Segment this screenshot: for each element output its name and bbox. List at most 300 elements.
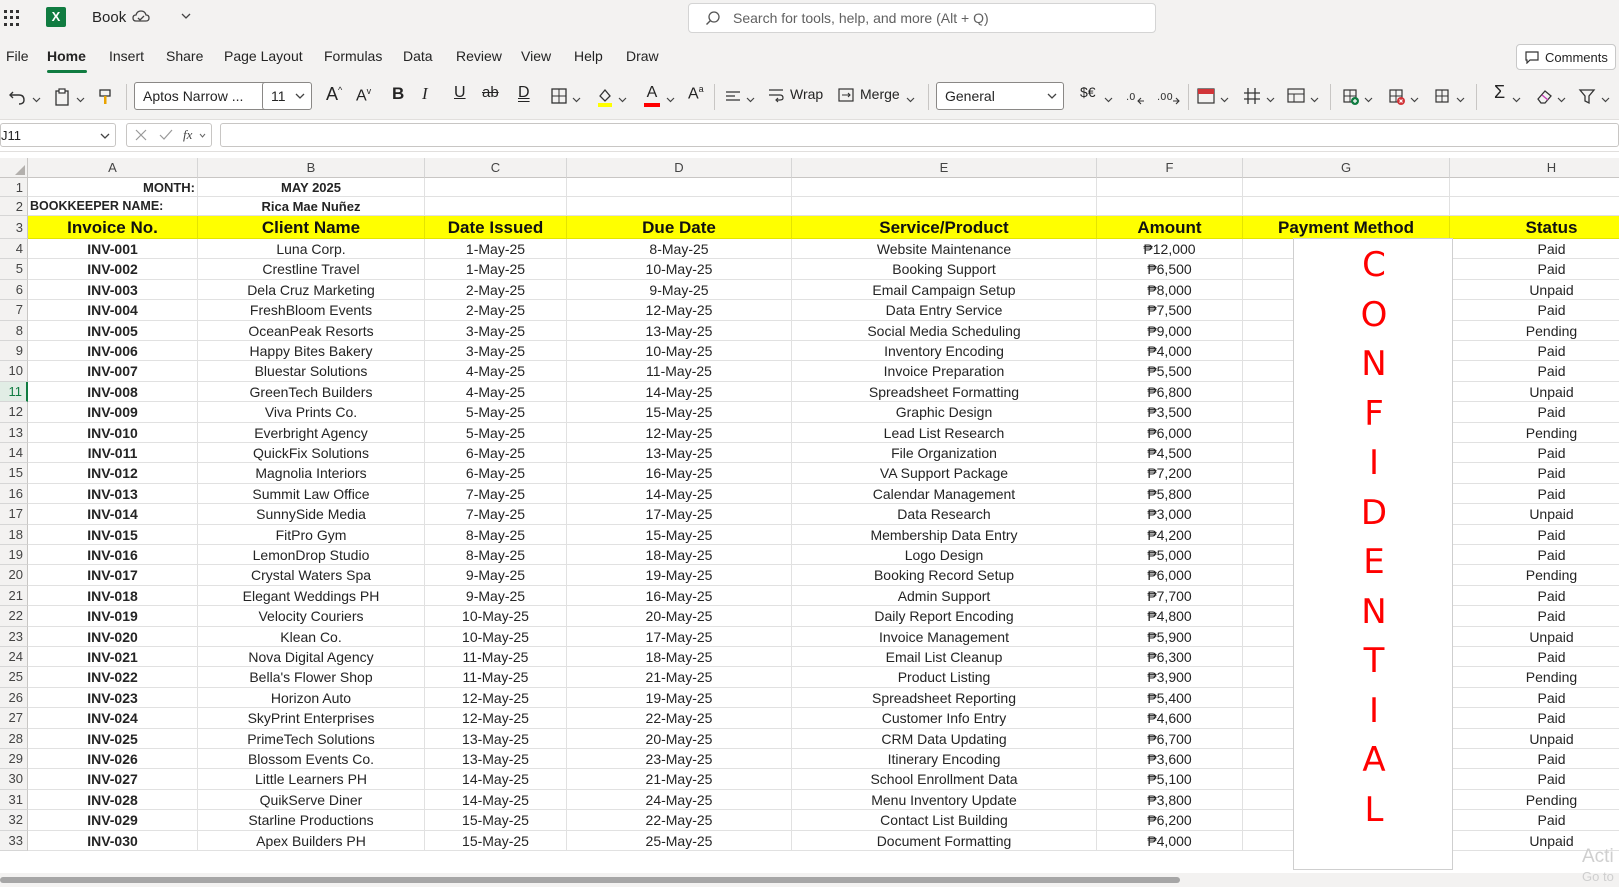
due-date-cell[interactable]: 12-May-25 <box>567 300 792 320</box>
date-issued-cell[interactable]: 8-May-25 <box>425 525 567 545</box>
status-cell[interactable]: Pending <box>1450 321 1619 341</box>
row-header-28[interactable]: 28 <box>0 729 28 749</box>
due-date-cell[interactable]: 21-May-25 <box>567 667 792 687</box>
invoice-number-cell[interactable]: INV-007 <box>28 361 198 381</box>
status-cell[interactable]: Paid <box>1450 239 1619 259</box>
due-date-cell[interactable]: 13-May-25 <box>567 321 792 341</box>
excel-logo-icon[interactable]: X <box>46 7 66 27</box>
row-header-14[interactable]: 14 <box>0 443 28 463</box>
date-issued-cell[interactable]: 5-May-25 <box>425 402 567 422</box>
client-name-cell[interactable]: Magnolia Interiors <box>198 463 425 483</box>
status-cell[interactable]: Unpaid <box>1450 280 1619 300</box>
chevron-down-icon[interactable] <box>1266 95 1275 104</box>
chevron-down-icon[interactable] <box>1104 95 1113 104</box>
status-cell[interactable]: Paid <box>1450 341 1619 361</box>
column-header-c[interactable]: C <box>425 158 567 178</box>
due-date-cell[interactable]: 18-May-25 <box>567 545 792 565</box>
row-header-21[interactable]: 21 <box>0 586 28 606</box>
service-cell[interactable]: Spreadsheet Formatting <box>792 382 1097 402</box>
row-header-15[interactable]: 15 <box>0 463 28 483</box>
status-cell[interactable]: Paid <box>1450 545 1619 565</box>
row-header-24[interactable]: 24 <box>0 647 28 667</box>
due-date-cell[interactable]: 20-May-25 <box>567 729 792 749</box>
row-header-32[interactable]: 32 <box>0 810 28 830</box>
cell-empty[interactable] <box>567 197 792 216</box>
column-title[interactable]: Client Name <box>198 216 425 239</box>
status-cell[interactable]: Paid <box>1450 688 1619 708</box>
service-cell[interactable]: Invoice Preparation <box>792 361 1097 381</box>
amount-cell[interactable]: ₱4,000 <box>1097 341 1243 361</box>
status-cell[interactable]: Paid <box>1450 402 1619 422</box>
row-header-10[interactable]: 10 <box>0 361 28 381</box>
date-issued-cell[interactable]: 12-May-25 <box>425 688 567 708</box>
format-as-table-icon[interactable] <box>1242 84 1262 108</box>
due-date-cell[interactable]: 10-May-25 <box>567 341 792 361</box>
invoice-number-cell[interactable]: INV-002 <box>28 259 198 279</box>
status-cell[interactable]: Paid <box>1450 463 1619 483</box>
client-name-cell[interactable]: Blossom Events Co. <box>198 749 425 769</box>
row-header-12[interactable]: 12 <box>0 402 28 422</box>
status-cell[interactable]: Pending <box>1450 423 1619 443</box>
amount-cell[interactable]: ₱3,500 <box>1097 402 1243 422</box>
workbook-title[interactable]: Book <box>92 9 127 26</box>
service-cell[interactable]: File Organization <box>792 443 1097 463</box>
service-cell[interactable]: Lead List Research <box>792 423 1097 443</box>
client-name-cell[interactable]: Elegant Weddings PH <box>198 586 425 606</box>
row-header-31[interactable]: 31 <box>0 790 28 810</box>
chevron-down-icon[interactable] <box>1512 95 1521 104</box>
row-header-23[interactable]: 23 <box>0 627 28 647</box>
invoice-number-cell[interactable]: INV-009 <box>28 402 198 422</box>
amount-cell[interactable]: ₱6,300 <box>1097 647 1243 667</box>
chevron-down-icon[interactable] <box>1456 95 1465 104</box>
invoice-number-cell[interactable]: INV-003 <box>28 280 198 300</box>
column-title[interactable]: Due Date <box>567 216 792 239</box>
cell-empty[interactable] <box>1450 197 1619 216</box>
service-cell[interactable]: VA Support Package <box>792 463 1097 483</box>
service-cell[interactable]: Email List Cleanup <box>792 647 1097 667</box>
row-header-29[interactable]: 29 <box>0 749 28 769</box>
align-icon[interactable] <box>724 84 742 108</box>
select-all-corner[interactable] <box>0 158 28 178</box>
due-date-cell[interactable]: 25-May-25 <box>567 831 792 851</box>
client-name-cell[interactable]: Crystal Waters Spa <box>198 565 425 585</box>
row-header-3[interactable]: 3 <box>0 216 28 239</box>
invoice-number-cell[interactable]: INV-019 <box>28 606 198 626</box>
chevron-down-icon[interactable] <box>32 95 41 104</box>
due-date-cell[interactable]: 16-May-25 <box>567 586 792 606</box>
status-cell[interactable]: Paid <box>1450 708 1619 728</box>
row-header-9[interactable]: 9 <box>0 341 28 361</box>
double-underline-button[interactable]: D <box>518 84 530 101</box>
service-cell[interactable]: Product Listing <box>792 667 1097 687</box>
chevron-down-icon[interactable] <box>1557 95 1566 104</box>
status-cell[interactable]: Unpaid <box>1450 382 1619 402</box>
due-date-cell[interactable]: 16-May-25 <box>567 463 792 483</box>
chevron-down-icon[interactable] <box>1364 95 1373 104</box>
service-cell[interactable]: Logo Design <box>792 545 1097 565</box>
chevron-down-icon[interactable] <box>746 95 755 104</box>
status-cell[interactable]: Unpaid <box>1450 831 1619 851</box>
chevron-down-icon[interactable] <box>76 95 85 104</box>
due-date-cell[interactable]: 9-May-25 <box>567 280 792 300</box>
client-name-cell[interactable]: Bella's Flower Shop <box>198 667 425 687</box>
due-date-cell[interactable]: 22-May-25 <box>567 708 792 728</box>
shrink-font-icon[interactable]: $A^v$ <box>356 86 372 105</box>
row-header-5[interactable]: 5 <box>0 259 28 279</box>
row-header-25[interactable]: 25 <box>0 667 28 687</box>
horizontal-scrollbar[interactable] <box>0 873 1619 887</box>
status-cell[interactable]: Paid <box>1450 443 1619 463</box>
amount-cell[interactable]: ₱5,900 <box>1097 627 1243 647</box>
cell-empty[interactable] <box>567 178 792 197</box>
due-date-cell[interactable]: 24-May-25 <box>567 790 792 810</box>
cell-empty[interactable] <box>1097 178 1243 197</box>
client-name-cell[interactable]: Luna Corp. <box>198 239 425 259</box>
amount-cell[interactable]: ₱6,800 <box>1097 382 1243 402</box>
format-painter-icon[interactable] <box>97 84 113 108</box>
strikethrough-button[interactable]: ab <box>482 84 499 101</box>
service-cell[interactable]: Website Maintenance <box>792 239 1097 259</box>
due-date-cell[interactable]: 11-May-25 <box>567 361 792 381</box>
date-issued-cell[interactable]: 3-May-25 <box>425 341 567 361</box>
column-header-h[interactable]: H <box>1450 158 1619 178</box>
italic-button[interactable]: I <box>422 84 428 103</box>
client-name-cell[interactable]: Horizon Auto <box>198 688 425 708</box>
meta-value[interactable]: MAY 2025 <box>198 178 425 197</box>
invoice-number-cell[interactable]: INV-018 <box>28 586 198 606</box>
cancel-formula-icon[interactable] <box>135 129 147 141</box>
delete-cells-icon[interactable] <box>1386 84 1406 108</box>
amount-cell[interactable]: ₱7,700 <box>1097 586 1243 606</box>
cloud-saved-icon[interactable] <box>132 9 150 25</box>
status-cell[interactable]: Pending <box>1450 565 1619 585</box>
row-header-4[interactable]: 4 <box>0 239 28 259</box>
tab-page-layout[interactable]: Page Layout <box>224 48 303 64</box>
row-header-26[interactable]: 26 <box>0 688 28 708</box>
chevron-down-icon[interactable] <box>199 133 206 139</box>
client-name-cell[interactable]: SkyPrint Enterprises <box>198 708 425 728</box>
date-issued-cell[interactable]: 14-May-25 <box>425 790 567 810</box>
status-cell[interactable]: Pending <box>1450 667 1619 687</box>
column-header-b[interactable]: B <box>198 158 425 178</box>
amount-cell[interactable]: ₱5,500 <box>1097 361 1243 381</box>
row-header-30[interactable]: 30 <box>0 769 28 789</box>
number-format-select[interactable] <box>936 82 1064 110</box>
amount-cell[interactable]: ₱6,700 <box>1097 729 1243 749</box>
tab-formulas[interactable]: Formulas <box>324 48 383 64</box>
client-name-cell[interactable]: QuickFix Solutions <box>198 443 425 463</box>
chevron-down-icon[interactable] <box>1310 95 1319 104</box>
status-cell[interactable]: Paid <box>1450 484 1619 504</box>
status-cell[interactable]: Pending <box>1450 790 1619 810</box>
column-title[interactable]: Date Issued <box>425 216 567 239</box>
invoice-number-cell[interactable]: INV-030 <box>28 831 198 851</box>
insert-function-icon[interactable]: fx <box>183 127 193 142</box>
invoice-number-cell[interactable]: INV-005 <box>28 321 198 341</box>
due-date-cell[interactable]: 10-May-25 <box>567 259 792 279</box>
cell-styles-icon[interactable] <box>1286 84 1306 108</box>
invoice-number-cell[interactable]: INV-017 <box>28 565 198 585</box>
amount-cell[interactable]: ₱5,400 <box>1097 688 1243 708</box>
amount-cell[interactable]: ₱4,200 <box>1097 525 1243 545</box>
due-date-cell[interactable]: 22-May-25 <box>567 810 792 830</box>
service-cell[interactable]: Customer Info Entry <box>792 708 1097 728</box>
tab-file[interactable]: File <box>6 48 29 64</box>
clear-icon[interactable] <box>1534 84 1554 108</box>
amount-cell[interactable]: ₱7,200 <box>1097 463 1243 483</box>
status-cell[interactable]: Paid <box>1450 606 1619 626</box>
font-name-select[interactable] <box>134 82 276 110</box>
cell-empty[interactable] <box>1243 178 1450 197</box>
status-cell[interactable]: Paid <box>1450 361 1619 381</box>
service-cell[interactable]: Invoice Management <box>792 627 1097 647</box>
service-cell[interactable]: Spreadsheet Reporting <box>792 688 1097 708</box>
amount-cell[interactable]: ₱6,500 <box>1097 259 1243 279</box>
amount-cell[interactable]: ₱3,800 <box>1097 790 1243 810</box>
column-title[interactable]: Amount <box>1097 216 1243 239</box>
client-name-cell[interactable]: Viva Prints Co. <box>198 402 425 422</box>
tab-insert[interactable]: Insert <box>109 48 145 64</box>
status-cell[interactable]: Unpaid <box>1450 627 1619 647</box>
service-cell[interactable]: Booking Record Setup <box>792 565 1097 585</box>
meta-label[interactable]: MONTH: <box>28 178 198 197</box>
invoice-number-cell[interactable]: INV-026 <box>28 749 198 769</box>
service-cell[interactable]: Document Formatting <box>792 831 1097 851</box>
service-cell[interactable]: Daily Report Encoding <box>792 606 1097 626</box>
service-cell[interactable]: Contact List Building <box>792 810 1097 830</box>
row-header-27[interactable]: 27 <box>0 708 28 728</box>
date-issued-cell[interactable]: 15-May-25 <box>425 831 567 851</box>
client-name-cell[interactable]: Little Learners PH <box>198 769 425 789</box>
amount-cell[interactable]: ₱4,600 <box>1097 708 1243 728</box>
date-issued-cell[interactable]: 10-May-25 <box>425 606 567 626</box>
status-cell[interactable]: Paid <box>1450 769 1619 789</box>
client-name-cell[interactable]: SunnySide Media <box>198 504 425 524</box>
service-cell[interactable]: School Enrollment Data <box>792 769 1097 789</box>
service-cell[interactable]: Admin Support <box>792 586 1097 606</box>
client-name-cell[interactable]: GreenTech Builders <box>198 382 425 402</box>
invoice-number-cell[interactable]: INV-011 <box>28 443 198 463</box>
status-cell[interactable]: Unpaid <box>1450 504 1619 524</box>
cell-empty[interactable] <box>425 178 567 197</box>
font-color-icon[interactable] <box>643 84 661 108</box>
amount-cell[interactable]: ₱6,000 <box>1097 423 1243 443</box>
service-cell[interactable]: Menu Inventory Update <box>792 790 1097 810</box>
conditional-formatting-icon[interactable] <box>1196 84 1216 108</box>
increase-decimal-icon[interactable] <box>1156 84 1180 108</box>
row-header-13[interactable]: 13 <box>0 423 28 443</box>
status-cell[interactable]: Unpaid <box>1450 729 1619 749</box>
tab-draw[interactable]: Draw <box>626 48 659 64</box>
chevron-down-icon[interactable] <box>666 95 675 104</box>
service-cell[interactable]: Email Campaign Setup <box>792 280 1097 300</box>
service-cell[interactable]: Booking Support <box>792 259 1097 279</box>
client-name-cell[interactable]: FreshBloom Events <box>198 300 425 320</box>
client-name-cell[interactable]: Bluestar Solutions <box>198 361 425 381</box>
row-header-1[interactable]: 1 <box>0 178 28 197</box>
service-cell[interactable]: Itinerary Encoding <box>792 749 1097 769</box>
due-date-cell[interactable]: 8-May-25 <box>567 239 792 259</box>
client-name-cell[interactable]: Starline Productions <box>198 810 425 830</box>
chevron-down-icon[interactable] <box>1601 95 1610 104</box>
date-issued-cell[interactable]: 5-May-25 <box>425 423 567 443</box>
paste-icon[interactable] <box>53 84 71 108</box>
date-issued-cell[interactable]: 4-May-25 <box>425 361 567 381</box>
amount-cell[interactable]: ₱3,600 <box>1097 749 1243 769</box>
invoice-number-cell[interactable]: INV-012 <box>28 463 198 483</box>
amount-cell[interactable]: ₱5,800 <box>1097 484 1243 504</box>
row-header-7[interactable]: 7 <box>0 300 28 320</box>
grow-font-icon[interactable]: A^ <box>326 84 343 104</box>
due-date-cell[interactable]: 14-May-25 <box>567 382 792 402</box>
text-effects-icon[interactable]: $A^a$ <box>688 84 704 103</box>
invoice-number-cell[interactable]: INV-028 <box>28 790 198 810</box>
sort-filter-icon[interactable] <box>1578 84 1598 108</box>
due-date-cell[interactable]: 12-May-25 <box>567 423 792 443</box>
service-cell[interactable]: CRM Data Updating <box>792 729 1097 749</box>
chevron-down-icon[interactable] <box>618 95 627 104</box>
client-name-cell[interactable]: Summit Law Office <box>198 484 425 504</box>
status-cell[interactable]: Paid <box>1450 300 1619 320</box>
name-box[interactable] <box>0 123 116 147</box>
invoice-number-cell[interactable]: INV-016 <box>28 545 198 565</box>
confirm-formula-icon[interactable] <box>159 129 173 141</box>
amount-cell[interactable]: ₱12,000 <box>1097 239 1243 259</box>
client-name-cell[interactable]: LemonDrop Studio <box>198 545 425 565</box>
amount-cell[interactable]: ₱3,900 <box>1097 667 1243 687</box>
invoice-number-cell[interactable]: INV-014 <box>28 504 198 524</box>
tab-view[interactable]: View <box>521 48 552 64</box>
date-issued-cell[interactable]: 6-May-25 <box>425 443 567 463</box>
amount-cell[interactable]: ₱5,000 <box>1097 545 1243 565</box>
search-input[interactable] <box>688 3 1156 33</box>
amount-cell[interactable]: ₱4,800 <box>1097 606 1243 626</box>
amount-cell[interactable]: ₱3,000 <box>1097 504 1243 524</box>
invoice-number-cell[interactable]: INV-008 <box>28 382 198 402</box>
borders-icon[interactable] <box>550 84 568 108</box>
date-issued-cell[interactable]: 13-May-25 <box>425 749 567 769</box>
cell-empty[interactable] <box>425 197 567 216</box>
date-issued-cell[interactable]: 9-May-25 <box>425 586 567 606</box>
date-issued-cell[interactable]: 11-May-25 <box>425 647 567 667</box>
column-title[interactable]: Invoice No. <box>28 216 198 239</box>
cell-empty[interactable] <box>792 178 1097 197</box>
client-name-cell[interactable]: Nova Digital Agency <box>198 647 425 667</box>
invoice-number-cell[interactable]: INV-025 <box>28 729 198 749</box>
date-issued-cell[interactable]: 14-May-25 <box>425 769 567 789</box>
tab-data[interactable]: Data <box>403 48 433 64</box>
due-date-cell[interactable]: 20-May-25 <box>567 606 792 626</box>
invoice-number-cell[interactable]: INV-015 <box>28 525 198 545</box>
date-issued-cell[interactable]: 2-May-25 <box>425 280 567 300</box>
invoice-number-cell[interactable]: INV-020 <box>28 627 198 647</box>
fill-color-icon[interactable] <box>596 84 614 108</box>
column-title[interactable]: Payment Method <box>1243 216 1450 239</box>
date-issued-cell[interactable]: 6-May-25 <box>425 463 567 483</box>
column-header-a[interactable]: A <box>28 158 198 178</box>
client-name-cell[interactable]: Everbright Agency <box>198 423 425 443</box>
tab-home[interactable]: Home <box>47 48 86 64</box>
service-cell[interactable]: Membership Data Entry <box>792 525 1097 545</box>
invoice-number-cell[interactable]: INV-004 <box>28 300 198 320</box>
chevron-down-icon[interactable] <box>572 95 581 104</box>
date-issued-cell[interactable]: 9-May-25 <box>425 565 567 585</box>
status-cell[interactable]: Paid <box>1450 647 1619 667</box>
insert-cells-icon[interactable] <box>1340 84 1360 108</box>
row-header-6[interactable]: 6 <box>0 280 28 300</box>
amount-cell[interactable]: ₱6,200 <box>1097 810 1243 830</box>
client-name-cell[interactable]: PrimeTech Solutions <box>198 729 425 749</box>
service-cell[interactable]: Data Research <box>792 504 1097 524</box>
invoice-number-cell[interactable]: INV-024 <box>28 708 198 728</box>
row-header-17[interactable]: 17 <box>0 504 28 524</box>
row-header-11[interactable]: 11 <box>0 382 28 402</box>
status-cell[interactable]: Paid <box>1450 259 1619 279</box>
date-issued-cell[interactable]: 7-May-25 <box>425 484 567 504</box>
amount-cell[interactable]: ₱8,000 <box>1097 280 1243 300</box>
invoice-number-cell[interactable]: INV-021 <box>28 647 198 667</box>
date-issued-cell[interactable]: 13-May-25 <box>425 729 567 749</box>
invoice-number-cell[interactable]: INV-001 <box>28 239 198 259</box>
invoice-number-cell[interactable]: INV-022 <box>28 667 198 687</box>
status-cell[interactable]: Paid <box>1450 525 1619 545</box>
amount-cell[interactable]: ₱4,000 <box>1097 831 1243 851</box>
comments-button[interactable] <box>1516 44 1616 70</box>
due-date-cell[interactable]: 17-May-25 <box>567 627 792 647</box>
amount-cell[interactable]: ₱5,100 <box>1097 769 1243 789</box>
date-issued-cell[interactable]: 4-May-25 <box>425 382 567 402</box>
decrease-decimal-icon[interactable] <box>1124 84 1146 108</box>
status-cell[interactable]: Paid <box>1450 749 1619 769</box>
amount-cell[interactable]: ₱7,500 <box>1097 300 1243 320</box>
format-cells-icon[interactable] <box>1432 84 1452 108</box>
amount-cell[interactable]: ₱6,000 <box>1097 565 1243 585</box>
client-name-cell[interactable]: Happy Bites Bakery <box>198 341 425 361</box>
chevron-down-icon[interactable] <box>1410 95 1419 104</box>
date-issued-cell[interactable]: 2-May-25 <box>425 300 567 320</box>
column-title[interactable]: Service/Product <box>792 216 1097 239</box>
app-launcher-icon[interactable] <box>4 10 20 26</box>
date-issued-cell[interactable]: 12-May-25 <box>425 708 567 728</box>
meta-value[interactable]: Rica Mae Nuñez <box>198 197 425 216</box>
row-header-8[interactable]: 8 <box>0 321 28 341</box>
date-issued-cell[interactable]: 11-May-25 <box>425 667 567 687</box>
status-cell[interactable]: Paid <box>1450 586 1619 606</box>
row-header-19[interactable]: 19 <box>0 545 28 565</box>
confidential-textbox[interactable] <box>1293 238 1453 870</box>
date-issued-cell[interactable]: 1-May-25 <box>425 239 567 259</box>
invoice-number-cell[interactable]: INV-023 <box>28 688 198 708</box>
row-header-18[interactable]: 18 <box>0 525 28 545</box>
date-issued-cell[interactable]: 3-May-25 <box>425 321 567 341</box>
service-cell[interactable]: Social Media Scheduling <box>792 321 1097 341</box>
due-date-cell[interactable]: 19-May-25 <box>567 688 792 708</box>
client-name-cell[interactable]: Velocity Couriers <box>198 606 425 626</box>
invoice-number-cell[interactable]: INV-027 <box>28 769 198 789</box>
due-date-cell[interactable]: 19-May-25 <box>567 565 792 585</box>
service-cell[interactable]: Calendar Management <box>792 484 1097 504</box>
client-name-cell[interactable]: Dela Cruz Marketing <box>198 280 425 300</box>
chevron-down-icon[interactable] <box>906 95 915 104</box>
underline-button[interactable]: U <box>454 84 466 101</box>
row-header-22[interactable]: 22 <box>0 606 28 626</box>
invoice-number-cell[interactable]: INV-029 <box>28 810 198 830</box>
client-name-cell[interactable]: OceanPeak Resorts <box>198 321 425 341</box>
column-header-f[interactable]: F <box>1097 158 1243 178</box>
date-issued-cell[interactable]: 8-May-25 <box>425 545 567 565</box>
chevron-down-icon[interactable] <box>180 9 192 23</box>
